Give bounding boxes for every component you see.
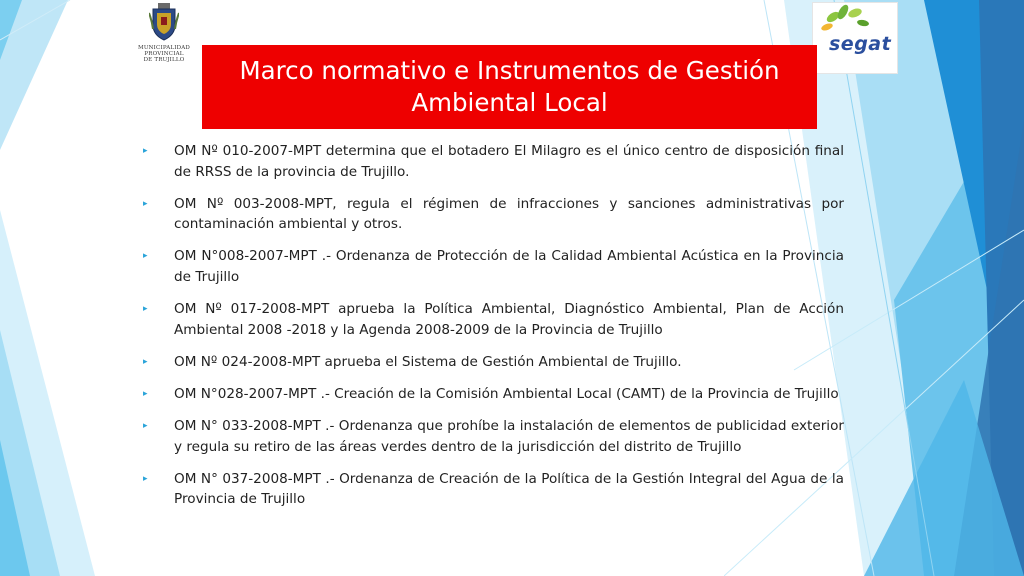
segat-logo [812, 2, 898, 74]
slide-title: Marco normativo e Instrumentos de Gestión Ambiental Local [239, 56, 780, 117]
triangle-bullet-icon: ▸ [143, 146, 148, 156]
segat-wordmark: segat [829, 33, 892, 55]
list-item-text: OM N°028-2007-MPT .- Creación de la Comisión Ambiental Local (CAMT) de la Provincia de Trujillo [174, 385, 839, 402]
list-item-text: OM Nº 017-2008-MPT aprueba la Política Ambiental, Diagnóstico Ambiental, Plan de Acción Ambiental 2008 -2018 y la Agenda 2008-2009 de la Provincia de Trujillo [174, 301, 844, 338]
triangle-bullet-icon: ▸ [143, 388, 148, 399]
triangle-bullet-icon: ▸ [143, 473, 148, 484]
list-item [143, 194, 844, 235]
list-item-text: OM N°008-2007-MPT .- Ordenanza de Protección de la Calidad Ambiental Acústica en la Provincia de Trujillo [174, 248, 844, 285]
list-item-text: OM N° 033-2008-MPT .- Ordenanza que prohíbe la instalación de elementos de publicidad exterior y regula su retiro de las áreas verdes dentro de la jurisdicción del distrito de Trujillo [174, 418, 844, 455]
list-item [143, 246, 844, 287]
list-item-text: OM Nº 024-2008-MPT aprueba el Sistema de Gestión Ambiental de Trujillo. [174, 353, 682, 370]
triangle-bullet-icon: ▸ [143, 251, 148, 262]
list-item [143, 141, 844, 182]
logo-caption-line: MUNICIPALIDAD [137, 45, 191, 51]
triangle-bullet-icon: ▸ [143, 356, 148, 367]
list-item-text: OM N° 037-2008-MPT .- Ordenanza de Creación de la Política de la Gestión Integral del Agua de la Provincia de Trujillo [174, 470, 844, 508]
bullet-list [143, 141, 844, 522]
list-item-text: OM Nº 010-2007-MPT determina que el botadero El Milagro es el único centro de disposición final de RRSS de la provincia de Trujillo. [174, 143, 844, 180]
list-item [143, 384, 844, 405]
left-decoration [0, 0, 140, 576]
list-item [143, 352, 844, 373]
list-item [143, 299, 844, 340]
list-item [143, 416, 844, 457]
list-item [143, 469, 844, 510]
logo-caption-line: DE TRUJILLO [143, 57, 185, 63]
triangle-bullet-icon: ▸ [143, 304, 148, 315]
municipal-logo [136, 0, 192, 70]
logo-caption-line: PROVINCIAL [144, 51, 184, 57]
coat-of-arms-icon [149, 3, 179, 41]
triangle-bullet-icon: ▸ [143, 198, 148, 209]
triangle-bullet-icon: ▸ [143, 421, 148, 432]
list-item-text: OM Nº 003-2008-MPT, regula el régimen de infracciones y sanciones administrativas por contaminación ambiental y otros. [174, 195, 844, 233]
title-banner [202, 45, 817, 129]
